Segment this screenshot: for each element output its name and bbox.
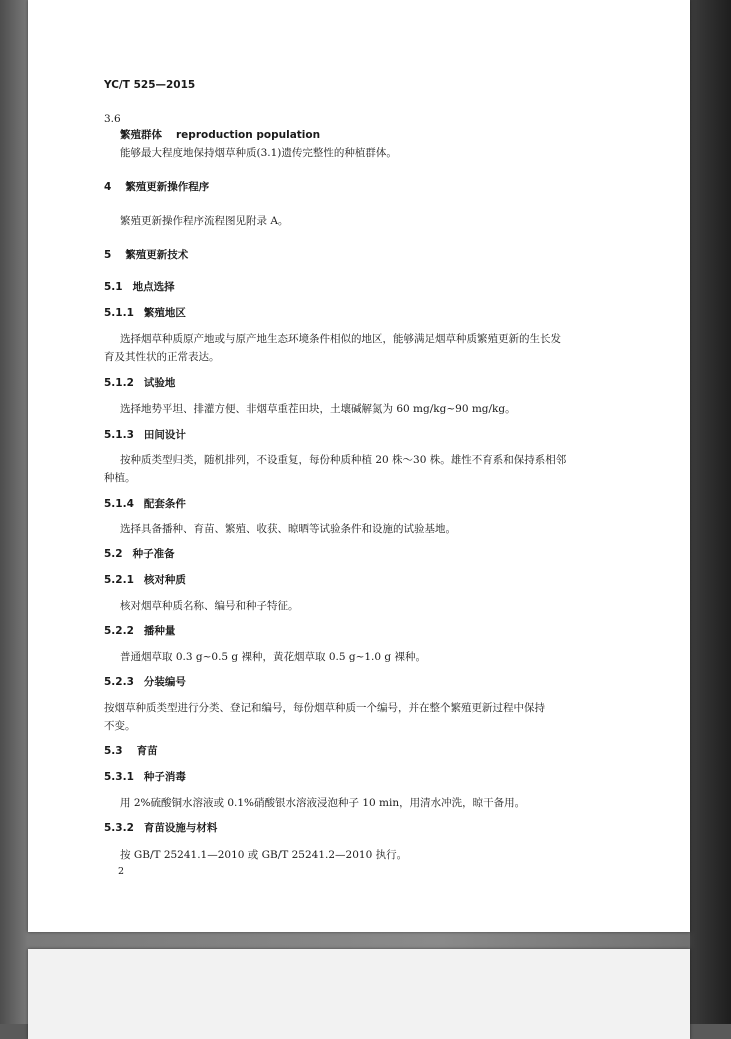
paragraph-line: 按种质类型归类，随机排列，不设重复，每份种质种植 20 株～30 株。雄性不育系和保持系相邻 xyxy=(120,454,567,466)
subsection-heading xyxy=(104,744,158,758)
term-entry xyxy=(120,128,320,142)
paragraph: 选择地势平坦、排灌方便、非烟草重茬田块，土壤碱解氮为 60 mg/kg~90 mg/kg。 xyxy=(120,403,516,415)
section-number: 4 xyxy=(104,181,112,193)
clause-title: 配套条件 xyxy=(143,498,186,510)
clause-heading xyxy=(104,770,186,784)
section-title: 繁殖更新操作程序 xyxy=(125,181,210,193)
clause-number: 5.2.2 xyxy=(104,625,134,637)
paragraph-line: 选择烟草种质原产地或与原产地生态环境条件相似的地区，能够满足烟草种质繁殖更新的生长发 xyxy=(120,333,561,345)
paragraph-line: 不变。 xyxy=(104,720,136,732)
section-number: 5 xyxy=(104,249,112,261)
page-number: 2 xyxy=(118,866,125,877)
clause-number: 5.1.2 xyxy=(104,377,134,389)
paragraph-line: 育及其性状的正常表达。 xyxy=(104,351,220,363)
paragraph-line: 按烟草种质类型进行分类、登记和编号，每份烟草种质一个编号，并在整个繁殖更新过程中保持 xyxy=(104,702,545,714)
paragraph: 选择具备播种、育苗、繁殖、收获、晾晒等试验条件和设施的试验基地。 xyxy=(120,523,456,535)
clause-number: 5.2.1 xyxy=(104,574,134,586)
clause-title: 繁殖地区 xyxy=(143,307,186,319)
subsection-number: 5.1 xyxy=(104,281,123,293)
clause-number: 5.3.1 xyxy=(104,771,134,783)
clause-title: 育苗设施与材料 xyxy=(143,822,218,834)
next-page-preview xyxy=(28,949,690,1039)
paragraph: 普通烟草取 0.3 g~0.5 g 裸种，黄花烟草取 0.5 g~1.0 g 裸种。 xyxy=(120,651,426,663)
paragraph: 按 GB/T 25241.1—2010 或 GB/T 25241.2—2010 执行。 xyxy=(120,849,408,861)
clause-number: 5.3.2 xyxy=(104,822,134,834)
viewer-scrollbar-track[interactable] xyxy=(690,0,731,1024)
clause-number: 5.2.3 xyxy=(104,676,134,688)
subsection-number: 5.2 xyxy=(104,548,123,560)
clause-number: 3.6 xyxy=(104,113,121,125)
subsection-heading xyxy=(104,280,175,294)
section-title: 繁殖更新技术 xyxy=(125,249,189,261)
clause-number: 5.1.4 xyxy=(104,498,134,510)
document-page xyxy=(28,0,690,932)
subsection-number: 5.3 xyxy=(104,745,123,757)
clause-title: 试验地 xyxy=(143,377,176,389)
clause-heading xyxy=(104,573,186,587)
paragraph: 繁殖更新操作程序流程图见附录 A。 xyxy=(120,215,289,227)
clause-heading xyxy=(104,376,175,390)
section-heading xyxy=(104,248,188,262)
subsection-title: 地点选择 xyxy=(132,281,175,293)
term-definition: 能够最大程度地保持烟草种质(3.1)遗传完整性的种植群体。 xyxy=(120,147,397,159)
paragraph: 用 2%硫酸铜水溶液或 0.1%硝酸银水溶液浸泡种子 10 min，用清水冲洗，晾干备用。 xyxy=(120,797,526,809)
clause-title: 种子消毒 xyxy=(143,771,186,783)
clause-heading xyxy=(104,306,186,320)
clause-heading xyxy=(104,497,186,511)
clause-heading xyxy=(104,821,217,835)
clause-title: 播种量 xyxy=(143,625,176,637)
paragraph-line: 种植。 xyxy=(104,472,136,484)
term-en: reproduction population xyxy=(176,129,321,141)
clause-title: 田间设计 xyxy=(143,429,186,441)
clause-heading xyxy=(104,624,175,638)
running-header: YC/T 525—2015 xyxy=(104,79,196,91)
term-zh: 繁殖群体 xyxy=(120,129,162,141)
subsection-title: 种子准备 xyxy=(132,548,175,560)
subsection-heading xyxy=(104,547,175,561)
subsection-title: 育苗 xyxy=(136,745,158,757)
clause-heading xyxy=(104,675,186,689)
clause-title: 核对种质 xyxy=(143,574,186,586)
section-heading xyxy=(104,180,209,194)
clause-heading xyxy=(104,428,186,442)
clause-number: 5.1.1 xyxy=(104,307,134,319)
clause-title: 分装编号 xyxy=(143,676,186,688)
paragraph: 核对烟草种质名称、编号和种子特征。 xyxy=(120,600,299,612)
clause-number: 5.1.3 xyxy=(104,429,134,441)
